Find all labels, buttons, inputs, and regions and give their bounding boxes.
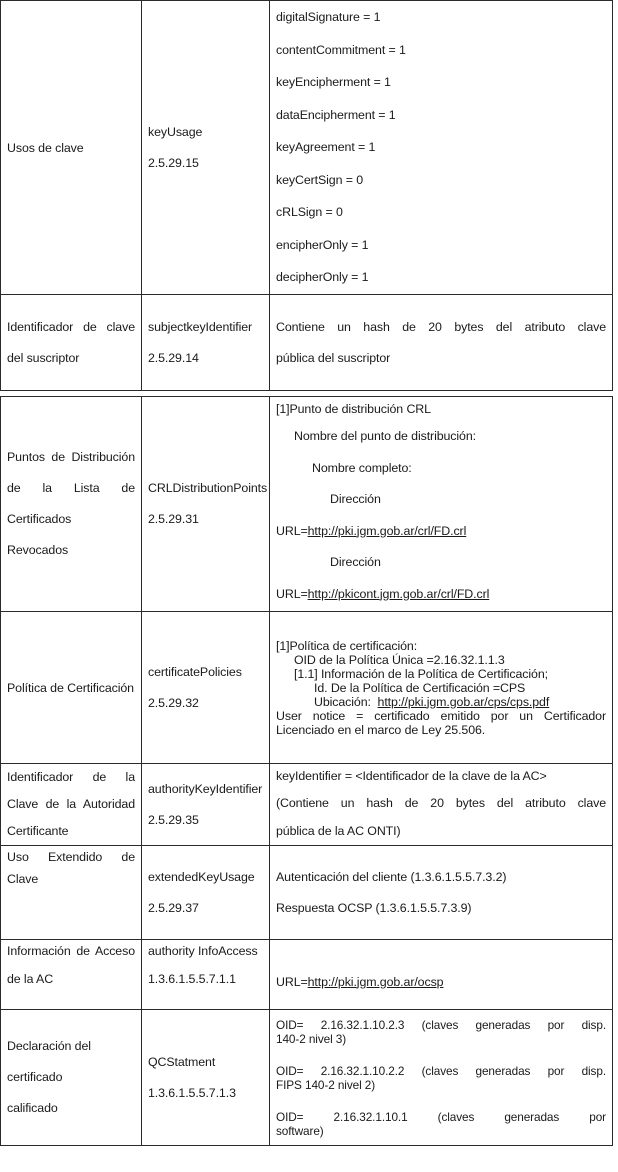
extension-id-cell [142,397,270,612]
extension-oid: 2.5.29.14 [148,350,199,365]
spacer [276,1092,606,1110]
extension-value-cell [270,612,613,764]
qc-line: OID= 2.16.32.1.10.2.3 (claves generadas por disp. [276,1017,606,1032]
extension-name: Uso Extendido de [7,850,135,864]
crl-link[interactable]: http://pki.jgm.gob.ar/crl/FD.crl [307,523,467,538]
key-usage-flag: encipherOnly = 1 [276,237,369,252]
crl-line: Nombre del punto de distribución: [294,429,476,443]
extension-identifier: certificatePolicies [148,664,242,679]
extension-oid: 1.3.6.1.5.5.7.1.3 [148,1085,236,1100]
table-row [1,397,613,612]
crl-line: Dirección [330,492,381,506]
extension-name: Certificante [7,824,69,838]
extension-id-cell [142,612,270,764]
extension-name: Certificados Revocados [7,512,72,557]
crl-url [276,516,606,548]
crl-line: [1]Punto de distribución CRL [276,402,431,416]
crl-link[interactable]: http://pkicont.jgm.gob.ar/crl/FD.crl [307,586,490,601]
extension-name: Identificador de la [7,770,135,784]
extension-identifier: extendedKeyUsage [148,869,255,884]
key-usage-flag: keyAgreement = 1 [276,140,376,154]
qc-line: OID= 2.16.32.1.10.1 (claves generadas por [276,1109,606,1124]
key-usage-flag: digitalSignature = 1 [276,10,381,24]
aki-line: pública de la AC ONTI) [276,824,401,838]
extension-name-cell [1,1010,142,1146]
extension-name-cell [1,940,142,1010]
extension-name: del suscriptor [7,350,80,365]
policy-line: User notice = certificado emitido por un Certificador [276,708,606,723]
policy-line: Licenciado en el marco de Ley 25.506. [276,722,486,737]
extension-id-cell [142,764,270,846]
cps-link[interactable]: http://pki.jgm.gob.ar/cps/cps.pdf [377,694,550,709]
extension-name: Clave [7,872,39,886]
extension-name: de la Lista de [7,481,135,495]
url-prefix: URL= [276,586,308,601]
policy-line: [1.1] Información de la Política de Certificación; [294,666,548,681]
key-usage-flag: keyCertSign = 0 [276,172,364,187]
key-usage-flag: dataEncipherment = 1 [276,107,396,122]
extension-id-cell [142,295,270,391]
extensions-table-bottom [0,396,613,1146]
extension-name: Identificador de clave [7,319,135,334]
table-row [1,940,613,1010]
key-usage-flag: cRLSign = 0 [276,205,343,219]
extension-name-cell [1,612,142,764]
extension-value-cell [270,295,613,391]
extension-id-cell [142,1,270,295]
extension-identifier: QCStatment [148,1054,216,1069]
policy-line: [1]Política de certificación: [276,638,418,653]
extension-value-cell [270,397,613,612]
extension-name: Declaración del [7,1039,91,1053]
url-prefix: URL= [276,974,308,989]
extension-oid: 2.5.29.15 [148,155,199,170]
extension-oid: 2.5.29.32 [148,695,199,710]
extension-name: Usos de clave [7,140,84,155]
extension-identifier: authority InfoAccess [148,944,258,958]
aia-url [276,961,606,989]
extension-identifier: subjectkeyIdentifier [148,319,253,334]
extension-name-cell [1,1,142,295]
spacer [276,1046,606,1064]
extension-name: de la AC [7,972,54,986]
extension-value: Contiene un hash de 20 bytes del atributo clave [276,319,606,334]
extension-name-cell [1,295,142,391]
qc-line: software) [276,1123,324,1138]
extension-name-cell [1,764,142,846]
table-row [1,1,613,295]
extension-name: Puntos de Distribución [7,450,135,464]
extension-value-cell [270,764,613,846]
extension-value-cell [270,940,613,1010]
extension-name: calificado [7,1101,58,1115]
extension-value-cell [270,1010,613,1146]
table-row [1,846,613,940]
extension-identifier: CRLDistributionPoints [148,481,268,495]
extension-identifier: authorityKeyIdentifier [148,781,263,796]
extension-name: Clave de la Autoridad [7,797,135,811]
eku-line: Respuesta OCSP (1.3.6.1.5.5.7.3.9) [276,900,472,915]
extension-oid: 2.5.29.37 [148,900,199,915]
extension-id-cell [142,1010,270,1146]
table-row [1,612,613,764]
qc-line: 140-2 nivel 3) [276,1031,347,1046]
table-row [1,295,613,391]
policy-line: OID de la Política Única =2.16.32.1.1.3 [294,652,505,667]
extension-oid: 2.5.29.31 [148,512,199,526]
extension-value: pública del suscriptor [276,350,391,365]
extension-name: Política de Certificación [7,680,134,695]
location-label: Ubicación: [314,694,371,709]
qc-line: OID= 2.16.32.1.10.2.2 (claves generadas por disp. [276,1063,606,1078]
aki-line: (Contiene un hash de 20 bytes del atributo clave [276,796,606,810]
ocsp-link[interactable]: http://pki.jgm.gob.ar/ocsp [307,974,444,989]
policy-line: Id. De la Política de Certificación =CPS [314,680,526,695]
eku-line: Autenticación del cliente (1.3.6.1.5.5.7.3.2) [276,869,507,884]
crl-url [276,579,606,611]
extension-value-cell [270,1,613,295]
extension-identifier: keyUsage [148,124,203,139]
extension-name: Información de Acceso [7,944,135,958]
crl-line: Nombre completo: [312,460,412,475]
extensions-table-top [0,0,613,391]
key-usage-flag: decipherOnly = 1 [276,270,369,284]
extension-name-cell [1,846,142,940]
extension-value-cell [270,846,613,940]
aki-line: keyIdentifier = <Identificador de la clave de la AC> [276,769,547,783]
extension-id-cell [142,940,270,1010]
extension-oid: 1.3.6.1.5.5.7.1.1 [148,972,236,986]
extension-name-cell [1,397,142,612]
key-usage-flag: keyEncipherment = 1 [276,75,391,89]
extension-id-cell [142,846,270,940]
qc-line: FIPS 140-2 nivel 2) [276,1077,376,1092]
policy-location [276,695,606,709]
crl-line: Dirección [330,555,381,569]
table-row [1,764,613,846]
key-usage-flag: contentCommitment = 1 [276,42,406,57]
table-row [1,1010,613,1146]
extension-oid: 2.5.29.35 [148,812,199,827]
url-prefix: URL= [276,523,308,538]
extension-name: certificado [7,1070,63,1084]
